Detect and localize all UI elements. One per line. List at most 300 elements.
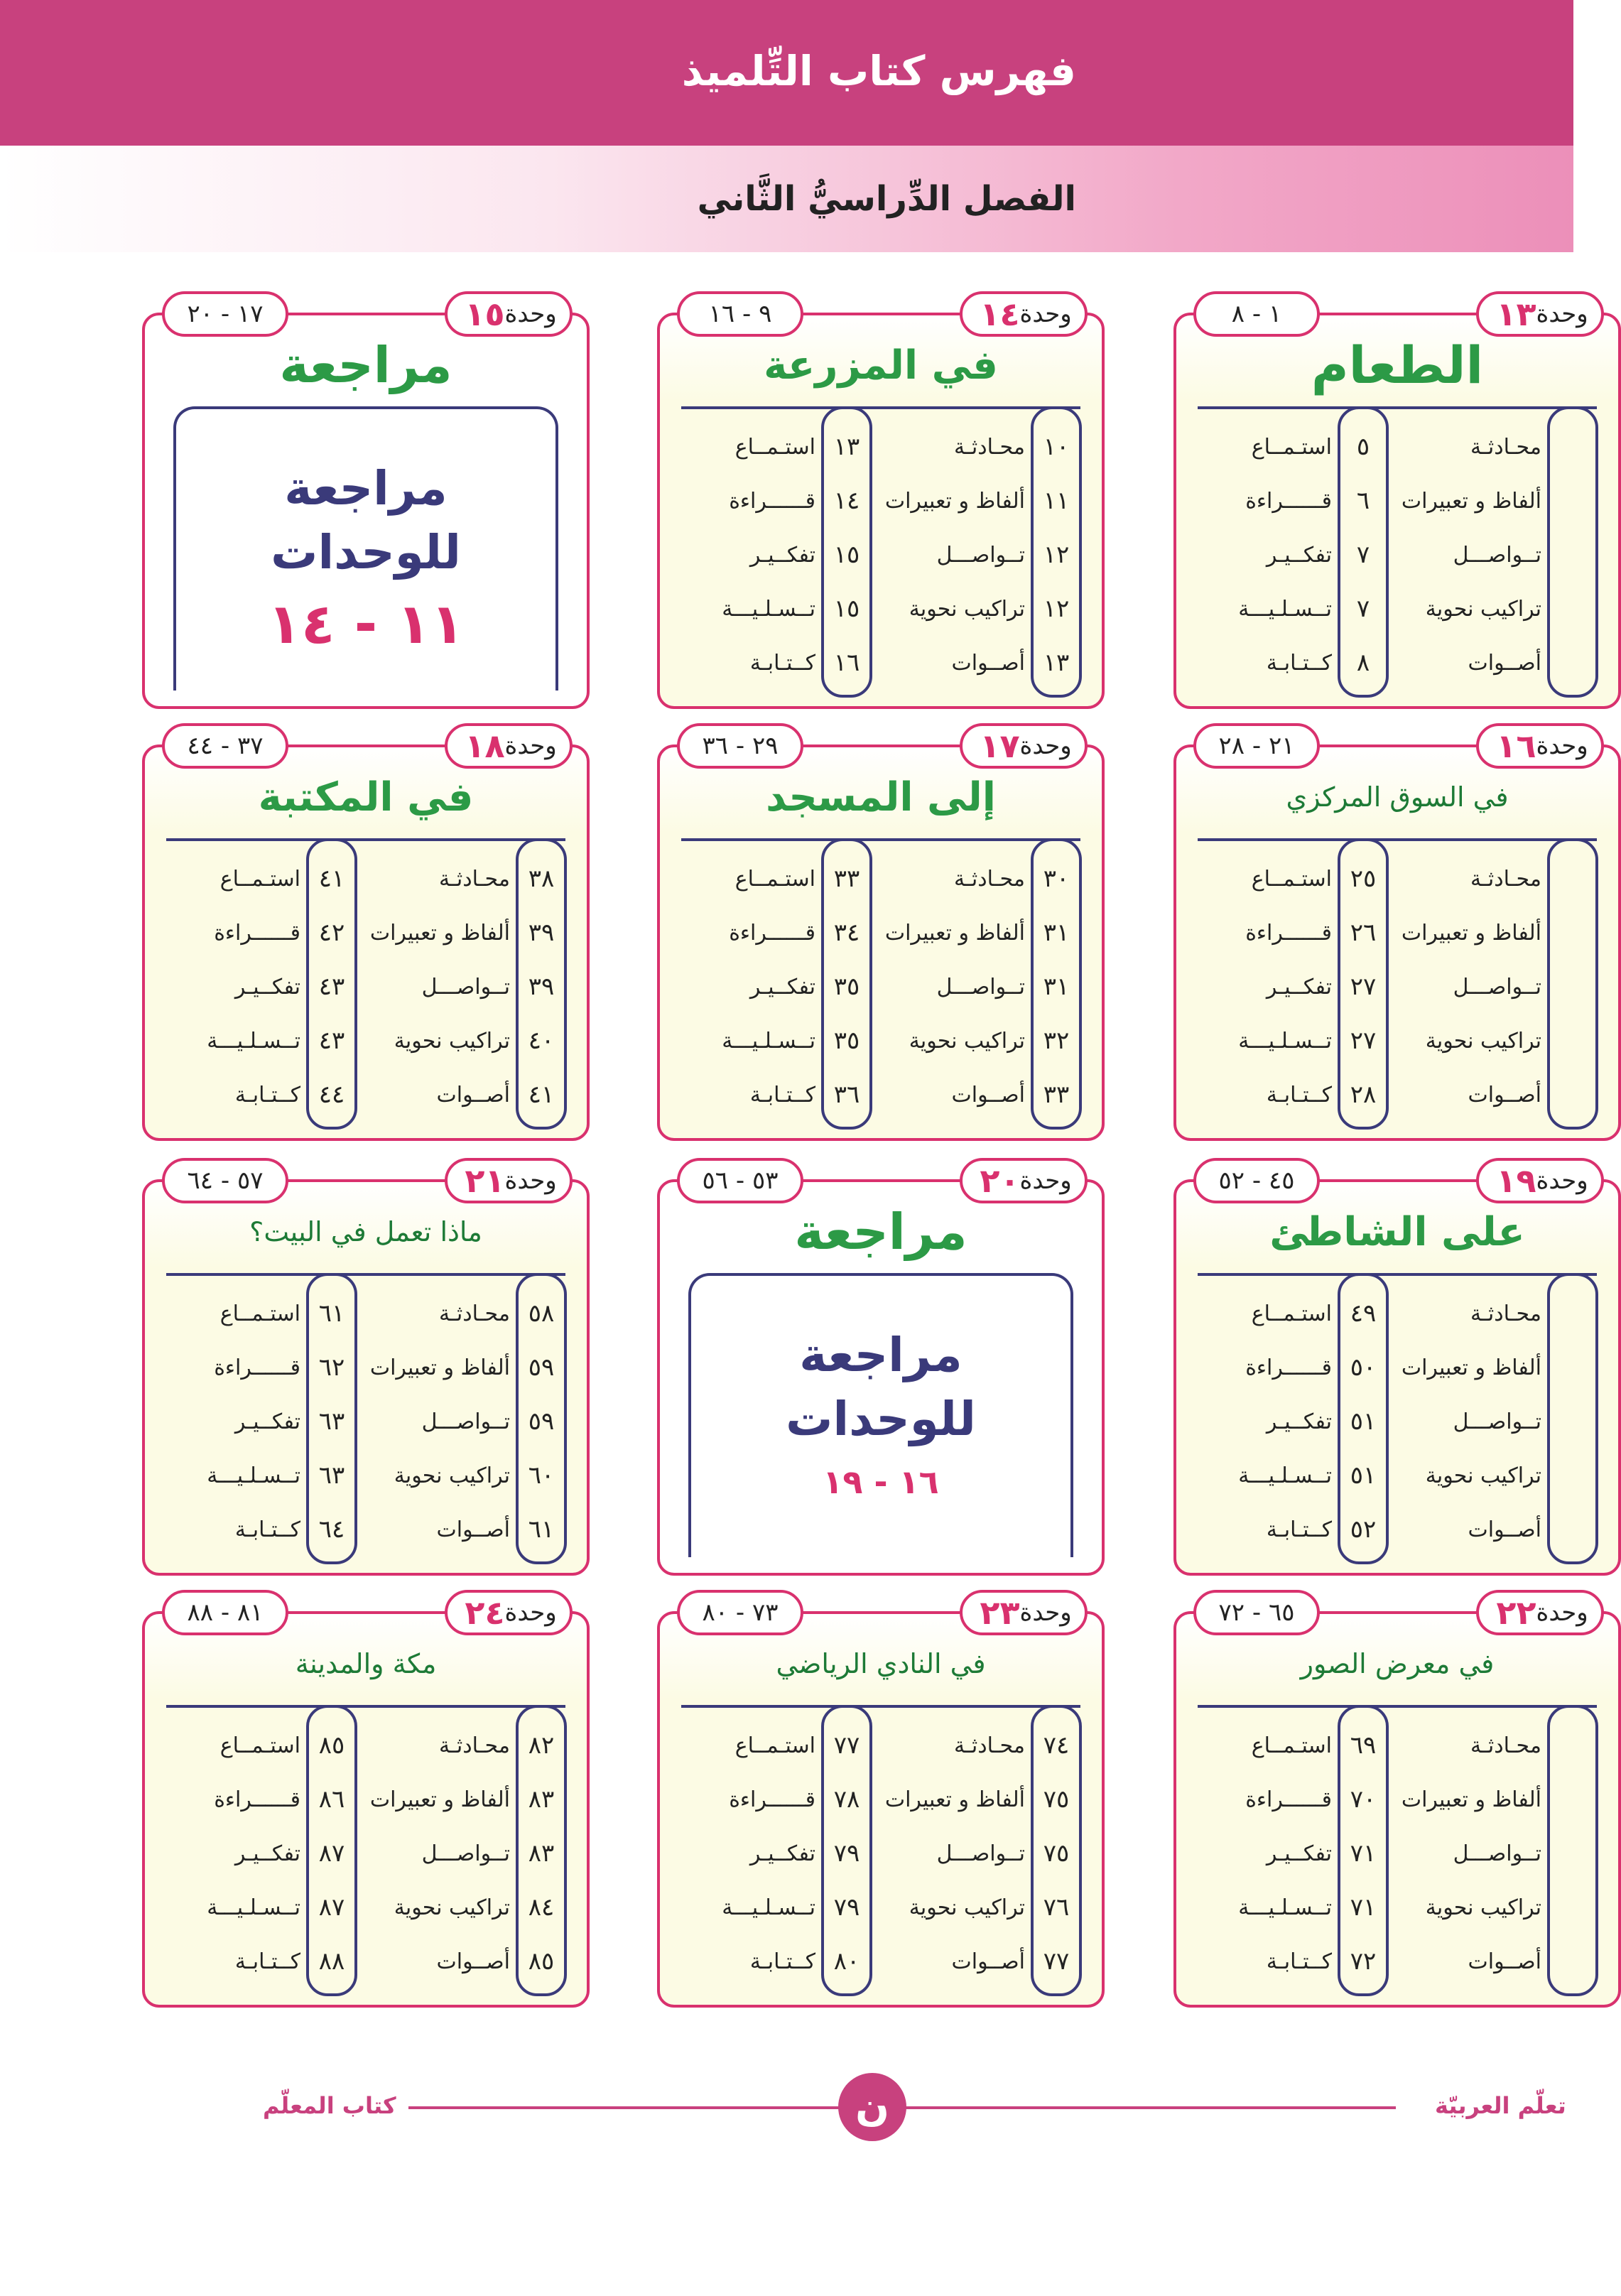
lesson-skill: تــسـلـيـــة bbox=[1238, 1895, 1332, 1920]
lesson-skill: كــتـابـة bbox=[234, 1517, 300, 1542]
lesson-skill: أصــوات bbox=[951, 1949, 1025, 1974]
lesson-page: ١٢ bbox=[1043, 541, 1070, 569]
lesson-page: ٣٢ bbox=[1043, 1027, 1070, 1055]
lesson-page: ٣٣ bbox=[1043, 1081, 1070, 1109]
lesson-page: ٢٦ bbox=[1350, 919, 1377, 947]
lesson-skill: محـادثـة bbox=[1470, 434, 1541, 460]
footer-left-text: كتاب المعلّم bbox=[263, 2092, 396, 2119]
lesson-page: ١٣ bbox=[833, 433, 860, 461]
lesson-page: ٦٩ bbox=[1350, 1731, 1377, 1760]
unit-card bbox=[657, 1161, 1105, 1576]
lesson-page: ٢٥ bbox=[1350, 865, 1377, 893]
lesson-row bbox=[660, 1883, 1102, 1932]
unit-card bbox=[1173, 1161, 1621, 1576]
lesson-skill: ألفاظ و تعبيرات bbox=[1401, 1355, 1541, 1380]
lesson-row bbox=[660, 1721, 1102, 1770]
lesson-skill: تراكيب نحوية bbox=[909, 1028, 1025, 1054]
lesson-skill: محـادثـة bbox=[954, 434, 1025, 460]
lesson-page: ٧٥ bbox=[1043, 1785, 1070, 1814]
lesson-skill: استـمــاع bbox=[1251, 1301, 1332, 1326]
lesson-page: ٣٣ bbox=[833, 865, 860, 893]
unit-card bbox=[657, 727, 1105, 1141]
lesson-skill: تفكــيـر bbox=[1266, 542, 1332, 568]
lesson-skill: استـمــاع bbox=[1251, 1733, 1332, 1758]
lesson-skill: تفكــيـر bbox=[1266, 1409, 1332, 1434]
review-line-2: للوحدات bbox=[271, 525, 461, 580]
unit-page-range: ٢٩ - ٣٦ bbox=[677, 723, 803, 769]
lesson-page: ٦٣ bbox=[318, 1461, 345, 1490]
lesson-skill: تفكــيـر bbox=[234, 974, 300, 1000]
review-range: ١١ - ١٤ bbox=[267, 592, 465, 656]
lesson-row bbox=[660, 962, 1102, 1012]
lesson-row bbox=[1176, 1829, 1618, 1878]
lesson-row bbox=[1176, 1016, 1618, 1066]
lesson-skill: تراكيب نحوية bbox=[394, 1895, 510, 1920]
lesson-row bbox=[660, 476, 1102, 526]
unit-page-range: ٥٧ - ٦٤ bbox=[162, 1158, 288, 1203]
lesson-skill: قــــــراءة bbox=[729, 920, 815, 946]
lesson-page: ٨ bbox=[1356, 649, 1370, 677]
lesson-row bbox=[660, 638, 1102, 688]
lesson-skill: كــتـابـة bbox=[1266, 1949, 1332, 1974]
lesson-row bbox=[145, 1397, 587, 1446]
unit-page-range: ٢١ - ٢٨ bbox=[1193, 723, 1320, 769]
lesson-row bbox=[660, 1937, 1102, 1986]
lesson-skill: تــواصـــل bbox=[421, 1841, 510, 1866]
lesson-row bbox=[145, 854, 587, 904]
lesson-skill: أصــوات bbox=[1468, 1082, 1541, 1108]
lesson-page: ٢٨ bbox=[1350, 1081, 1377, 1109]
lesson-skill: استـمــاع bbox=[1251, 434, 1332, 460]
unit-number: ١٣ bbox=[1496, 295, 1536, 333]
lesson-row bbox=[660, 1829, 1102, 1878]
unit-label bbox=[445, 1158, 573, 1203]
unit-number: ٢٠ bbox=[980, 1161, 1020, 1200]
lesson-page: ٨٣ bbox=[528, 1839, 555, 1868]
lesson-page: ٣٥ bbox=[833, 1027, 860, 1055]
unit-label bbox=[1476, 291, 1604, 337]
lesson-skill: قــــــراءة bbox=[1245, 1787, 1332, 1812]
lesson-row bbox=[145, 1289, 587, 1338]
lesson-page: ٦٢ bbox=[318, 1353, 345, 1382]
unit-page-range: ٦٥ - ٧٢ bbox=[1193, 1590, 1320, 1635]
lesson-skill: ألفاظ و تعبيرات bbox=[884, 488, 1025, 514]
unit-rule bbox=[681, 838, 1080, 841]
lesson-page: ٣١ bbox=[1043, 973, 1070, 1001]
unit-page-range: ٩ - ١٦ bbox=[677, 291, 803, 337]
lesson-skill: كــتـابـة bbox=[749, 650, 815, 676]
unit-label bbox=[445, 1590, 573, 1635]
lesson-page: ٥١ bbox=[1350, 1461, 1377, 1490]
unit-label bbox=[960, 1590, 1088, 1635]
unit-number: ٢٢ bbox=[1496, 1593, 1536, 1632]
lesson-skill: محـادثـة bbox=[439, 866, 510, 892]
lesson-page: ٥٠ bbox=[1350, 1353, 1377, 1382]
unit-number: ١٤ bbox=[980, 295, 1020, 333]
lesson-skill: ألفاظ و تعبيرات bbox=[884, 920, 1025, 946]
unit-title: مكة والمدينة bbox=[295, 1648, 437, 1679]
page-number-badge: ن bbox=[838, 2073, 906, 2141]
lesson-page: ٤٩ bbox=[1350, 1299, 1377, 1328]
unit-label-text: وحدة bbox=[1019, 300, 1072, 328]
lesson-page: ٤١ bbox=[318, 865, 345, 893]
lesson-page: ٥١ bbox=[1350, 1407, 1377, 1436]
unit-title: مراجعة bbox=[279, 336, 452, 394]
lesson-page: ٥٩ bbox=[528, 1353, 555, 1382]
unit-label bbox=[960, 291, 1088, 337]
lesson-skill: تــواصـــل bbox=[1453, 1409, 1541, 1434]
unit-number: ١٥ bbox=[465, 295, 505, 333]
lesson-row bbox=[1176, 1721, 1618, 1770]
lesson-page: ١٥ bbox=[833, 595, 860, 623]
lesson-row bbox=[660, 422, 1102, 472]
unit-label-text: وحدة bbox=[1536, 1166, 1588, 1195]
lesson-skill: تــسـلـيـــة bbox=[207, 1028, 300, 1054]
lesson-skill: تــواصـــل bbox=[936, 1841, 1025, 1866]
lesson-page: ١٥ bbox=[833, 541, 860, 569]
lesson-skill: استـمــاع bbox=[734, 1733, 815, 1758]
lesson-row bbox=[1176, 1070, 1618, 1120]
unit-label-text: وحدة bbox=[1536, 732, 1588, 760]
unit-number: ٢٣ bbox=[980, 1593, 1020, 1632]
lesson-skill: ألفاظ و تعبيرات bbox=[369, 920, 510, 946]
lesson-skill: تفكــيـر bbox=[749, 1841, 815, 1866]
lesson-page: ١٢ bbox=[1043, 595, 1070, 623]
lesson-skill: تراكيب نحوية bbox=[909, 596, 1025, 622]
lesson-skill: تفكــيـر bbox=[1266, 974, 1332, 1000]
lesson-row bbox=[1176, 1505, 1618, 1554]
unit-label-text: وحدة bbox=[1019, 1598, 1072, 1627]
lesson-skill: تراكيب نحوية bbox=[1425, 596, 1541, 622]
lesson-page: ٣٦ bbox=[833, 1081, 860, 1109]
footer-right-text: تعلّم العربيّة bbox=[1435, 2092, 1566, 2119]
lesson-page: ٧١ bbox=[1350, 1839, 1377, 1868]
lesson-page: ٧ bbox=[1356, 541, 1370, 569]
lesson-row bbox=[1176, 854, 1618, 904]
lesson-page: ٨٢ bbox=[528, 1731, 555, 1760]
unit-label-text: وحدة bbox=[504, 732, 557, 760]
unit-page-range: ٣٧ - ٤٤ bbox=[162, 723, 288, 769]
lesson-page: ٨٥ bbox=[318, 1731, 345, 1760]
lesson-skill: استـمــاع bbox=[219, 1733, 300, 1758]
lesson-skill: أصــوات bbox=[1468, 1949, 1541, 1974]
lesson-skill: تراكيب نحوية bbox=[1425, 1895, 1541, 1920]
unit-label bbox=[445, 291, 573, 337]
lesson-skill: استـمــاع bbox=[734, 434, 815, 460]
lesson-page: ٧٧ bbox=[833, 1731, 860, 1760]
lesson-page: ٧ bbox=[1356, 595, 1370, 623]
lesson-row bbox=[145, 1343, 587, 1392]
lesson-skill: تــسـلـيـــة bbox=[1238, 1028, 1332, 1054]
lesson-page: ٨٧ bbox=[318, 1839, 345, 1868]
lesson-page: ٨٧ bbox=[318, 1893, 345, 1922]
lesson-row bbox=[1176, 422, 1618, 472]
lesson-skill: محـادثـة bbox=[1470, 866, 1541, 892]
lesson-skill: أصــوات bbox=[436, 1082, 510, 1108]
lesson-page: ٤١ bbox=[528, 1081, 555, 1109]
unit-label-text: وحدة bbox=[504, 1598, 557, 1627]
lesson-page: ١٠ bbox=[1043, 433, 1070, 461]
lesson-row bbox=[145, 962, 587, 1012]
lesson-skill: كــتـابـة bbox=[749, 1082, 815, 1108]
unit-rule bbox=[1198, 1273, 1597, 1276]
lesson-skill: تفكــيـر bbox=[1266, 1841, 1332, 1866]
lesson-row bbox=[145, 1721, 587, 1770]
unit-label-text: وحدة bbox=[1019, 732, 1072, 760]
unit-page-range: ٧٣ - ٨٠ bbox=[677, 1590, 803, 1635]
unit-label-text: وحدة bbox=[1536, 300, 1588, 328]
unit-label-text: وحدة bbox=[504, 300, 557, 328]
lesson-skill: تــسـلـيـــة bbox=[1238, 596, 1332, 622]
lesson-row bbox=[1176, 476, 1618, 526]
lesson-page: ١١ bbox=[1043, 487, 1070, 515]
unit-number: ١٧ bbox=[980, 727, 1020, 765]
lesson-page: ٧٩ bbox=[833, 1839, 860, 1868]
lesson-skill: قــــــراءة bbox=[214, 920, 300, 946]
lesson-page: ١٦ bbox=[833, 649, 860, 677]
lesson-row bbox=[145, 1829, 587, 1878]
unit-number: ١٨ bbox=[465, 727, 505, 765]
lesson-skill: أصــوات bbox=[436, 1949, 510, 1974]
lesson-page: ٧٥ bbox=[1043, 1839, 1070, 1868]
lesson-row bbox=[660, 854, 1102, 904]
lesson-row bbox=[660, 1016, 1102, 1066]
lesson-skill: تراكيب نحوية bbox=[1425, 1028, 1541, 1054]
unit-card bbox=[1173, 295, 1621, 709]
unit-card bbox=[142, 1161, 590, 1576]
lesson-page: ٣٩ bbox=[528, 919, 555, 947]
lesson-row bbox=[1176, 962, 1618, 1012]
lesson-skill: تــواصـــل bbox=[421, 1409, 510, 1434]
unit-title: في معرض الصور bbox=[1300, 1648, 1495, 1679]
lesson-skill: أصــوات bbox=[951, 650, 1025, 676]
lesson-page: ٦ bbox=[1356, 487, 1370, 515]
lesson-skill: تــسـلـيـــة bbox=[722, 1028, 815, 1054]
unit-card bbox=[657, 1593, 1105, 2008]
lesson-skill: كــتـابـة bbox=[749, 1949, 815, 1974]
lesson-skill: تــواصـــل bbox=[936, 542, 1025, 568]
unit-rule bbox=[681, 406, 1080, 409]
lesson-row bbox=[145, 1505, 587, 1554]
lesson-skill: تــواصـــل bbox=[1453, 974, 1541, 1000]
lesson-skill: ألفاظ و تعبيرات bbox=[1401, 1787, 1541, 1812]
lesson-row bbox=[1176, 1343, 1618, 1392]
lesson-skill: كــتـابـة bbox=[1266, 650, 1332, 676]
lesson-skill: تــواصـــل bbox=[1453, 542, 1541, 568]
lesson-page: ٤٠ bbox=[528, 1027, 555, 1055]
unit-rule bbox=[166, 1273, 565, 1276]
lesson-skill: تراكيب نحوية bbox=[394, 1028, 510, 1054]
lesson-row bbox=[660, 1775, 1102, 1824]
unit-rule bbox=[166, 838, 565, 841]
unit-label bbox=[1476, 1158, 1604, 1203]
lesson-page: ٧٦ bbox=[1043, 1893, 1070, 1922]
lesson-row bbox=[1176, 908, 1618, 958]
unit-title: في النادي الرياضي bbox=[776, 1648, 986, 1679]
lesson-page: ٣٠ bbox=[1043, 865, 1070, 893]
unit-title: على الشاطئ bbox=[1269, 1208, 1525, 1255]
lesson-page: ٧٤ bbox=[1043, 1731, 1070, 1760]
lesson-page: ٨٦ bbox=[318, 1785, 345, 1814]
lesson-row bbox=[145, 1016, 587, 1066]
lesson-skill: تفكــيـر bbox=[749, 542, 815, 568]
lesson-page: ١٤ bbox=[833, 487, 860, 515]
unit-label bbox=[960, 723, 1088, 769]
unit-page-range: ١٧ - ٢٠ bbox=[162, 291, 288, 337]
lesson-skill: تــسـلـيـــة bbox=[207, 1463, 300, 1488]
page-subtitle: الفصل الدِّراسيُّ الثَّاني bbox=[697, 179, 1076, 219]
lesson-page: ٦١ bbox=[318, 1299, 345, 1328]
lesson-skill: قــــــراءة bbox=[214, 1355, 300, 1380]
lesson-page: ٧٨ bbox=[833, 1785, 860, 1814]
lesson-row bbox=[145, 1775, 587, 1824]
lesson-page: ٨٣ bbox=[528, 1785, 555, 1814]
lesson-page: ٥٩ bbox=[528, 1407, 555, 1436]
lesson-row bbox=[660, 908, 1102, 958]
lesson-page: ٤٢ bbox=[318, 919, 345, 947]
lesson-skill: محـادثـة bbox=[1470, 1733, 1541, 1758]
unit-card bbox=[142, 727, 590, 1141]
lesson-skill: قــــــراءة bbox=[214, 1787, 300, 1812]
lesson-page: ٨٠ bbox=[833, 1947, 860, 1976]
unit-title: الطعام bbox=[1311, 335, 1484, 395]
unit-number: ١٦ bbox=[1496, 727, 1536, 765]
lesson-skill: تــسـلـيـــة bbox=[722, 596, 815, 622]
unit-title: في المزرعة bbox=[764, 342, 998, 389]
unit-label bbox=[445, 723, 573, 769]
lesson-skill: محـادثـة bbox=[1470, 1301, 1541, 1326]
unit-page-range: ٨١ - ٨٨ bbox=[162, 1590, 288, 1635]
unit-rule bbox=[681, 1705, 1080, 1708]
review-line-1: مراجعة bbox=[799, 1328, 963, 1382]
unit-rule bbox=[1198, 406, 1597, 409]
unit-title: مراجعة bbox=[794, 1203, 967, 1261]
unit-label-text: وحدة bbox=[1019, 1166, 1072, 1195]
lesson-skill: ألفاظ و تعبيرات bbox=[1401, 488, 1541, 514]
lesson-skill: ألفاظ و تعبيرات bbox=[1401, 920, 1541, 946]
lesson-row bbox=[660, 530, 1102, 580]
lesson-skill: محـادثـة bbox=[439, 1733, 510, 1758]
unit-number: ١٩ bbox=[1496, 1161, 1536, 1200]
unit-rule bbox=[1198, 838, 1597, 841]
lesson-skill: أصــوات bbox=[1468, 650, 1541, 676]
lesson-page: ٥٢ bbox=[1350, 1515, 1377, 1544]
lesson-skill: محـادثـة bbox=[954, 866, 1025, 892]
lesson-skill: تــسـلـيـــة bbox=[207, 1895, 300, 1920]
lesson-row bbox=[1176, 1289, 1618, 1338]
lesson-skill: قــــــراءة bbox=[1245, 920, 1332, 946]
unit-card bbox=[142, 1593, 590, 2008]
unit-title: في المكتبة bbox=[258, 774, 474, 821]
review-range: ١٦ - ١٩ bbox=[823, 1463, 939, 1501]
unit-card bbox=[142, 295, 590, 709]
unit-page-range: ٤٥ - ٥٢ bbox=[1193, 1158, 1320, 1203]
unit-label-text: وحدة bbox=[1536, 1598, 1588, 1627]
unit-title: ماذا تعمل في البيت؟ bbox=[249, 1216, 482, 1247]
lesson-skill: تفكــيـر bbox=[234, 1409, 300, 1434]
lesson-page: ٧٠ bbox=[1350, 1785, 1377, 1814]
lesson-row bbox=[660, 1070, 1102, 1120]
lesson-page: ٣١ bbox=[1043, 919, 1070, 947]
lesson-page: ٢٧ bbox=[1350, 1027, 1377, 1055]
lesson-skill: أصــوات bbox=[951, 1082, 1025, 1108]
lesson-skill: قــــــراءة bbox=[729, 1787, 815, 1812]
lesson-skill: ألفاظ و تعبيرات bbox=[369, 1787, 510, 1812]
lesson-row bbox=[1176, 638, 1618, 688]
review-line-1: مراجعة bbox=[284, 461, 448, 516]
lesson-skill: تراكيب نحوية bbox=[394, 1463, 510, 1488]
lesson-page: ٦٤ bbox=[318, 1515, 345, 1544]
lesson-skill: تــواصـــل bbox=[936, 974, 1025, 1000]
lesson-page: ٣٤ bbox=[833, 919, 860, 947]
lesson-skill: استـمــاع bbox=[219, 866, 300, 892]
lesson-skill: تفكــيـر bbox=[749, 974, 815, 1000]
lesson-row bbox=[145, 1451, 587, 1500]
lesson-page: ٧٧ bbox=[1043, 1947, 1070, 1976]
unit-card bbox=[1173, 1593, 1621, 2008]
lesson-row bbox=[1176, 1775, 1618, 1824]
lesson-skill: تــسـلـيـــة bbox=[722, 1895, 815, 1920]
unit-title: إلى المسجد bbox=[766, 774, 996, 821]
unit-title: في السوق المركزي bbox=[1286, 781, 1509, 813]
lesson-skill: ألفاظ و تعبيرات bbox=[369, 1355, 510, 1380]
lesson-page: ٣٥ bbox=[833, 973, 860, 1001]
lesson-page: ٦٠ bbox=[528, 1461, 555, 1490]
review-line-2: للوحدات bbox=[786, 1392, 976, 1446]
lesson-page: ٥٨ bbox=[528, 1299, 555, 1328]
lesson-skill: تراكيب نحوية bbox=[909, 1895, 1025, 1920]
lesson-page: ٨٥ bbox=[528, 1947, 555, 1976]
lesson-skill: أصــوات bbox=[1468, 1517, 1541, 1542]
lesson-row bbox=[145, 1070, 587, 1120]
lesson-page: ٤٣ bbox=[318, 973, 345, 1001]
lesson-skill: قــــــراءة bbox=[729, 488, 815, 514]
lesson-page: ٨٨ bbox=[318, 1947, 345, 1976]
lesson-skill: كــتـابـة bbox=[234, 1949, 300, 1974]
unit-card bbox=[657, 295, 1105, 709]
unit-number: ٢٤ bbox=[465, 1593, 505, 1632]
lesson-page: ٢٧ bbox=[1350, 973, 1377, 1001]
lesson-row bbox=[145, 1937, 587, 1986]
unit-rule bbox=[166, 1705, 565, 1708]
lesson-page: ١٣ bbox=[1043, 649, 1070, 677]
lesson-skill: استـمــاع bbox=[1251, 866, 1332, 892]
lesson-row bbox=[1176, 1451, 1618, 1500]
lesson-skill: كــتـابـة bbox=[1266, 1517, 1332, 1542]
lesson-page: ٧٩ bbox=[833, 1893, 860, 1922]
lesson-skill: محـادثـة bbox=[439, 1301, 510, 1326]
lesson-row bbox=[1176, 530, 1618, 580]
unit-card bbox=[1173, 727, 1621, 1141]
lesson-skill: كــتـابـة bbox=[1266, 1082, 1332, 1108]
lesson-skill: تــواصـــل bbox=[1453, 1841, 1541, 1866]
lesson-page: ٣٩ bbox=[528, 973, 555, 1001]
lesson-skill: استـمــاع bbox=[734, 866, 815, 892]
lesson-skill: استـمــاع bbox=[219, 1301, 300, 1326]
lesson-row bbox=[660, 584, 1102, 634]
lesson-skill: أصــوات bbox=[436, 1517, 510, 1542]
page-title: فهرس كتاب التِّلميذ bbox=[681, 47, 1076, 95]
lesson-row bbox=[145, 908, 587, 958]
lesson-skill: محـادثـة bbox=[954, 1733, 1025, 1758]
unit-rule bbox=[1198, 1705, 1597, 1708]
lesson-row bbox=[1176, 1397, 1618, 1446]
lesson-skill: تفكــيـر bbox=[234, 1841, 300, 1866]
lesson-page: ٧١ bbox=[1350, 1893, 1377, 1922]
lesson-skill: تــواصـــل bbox=[421, 974, 510, 1000]
lesson-page: ٧٢ bbox=[1350, 1947, 1377, 1976]
lesson-page: ٦١ bbox=[528, 1515, 555, 1544]
